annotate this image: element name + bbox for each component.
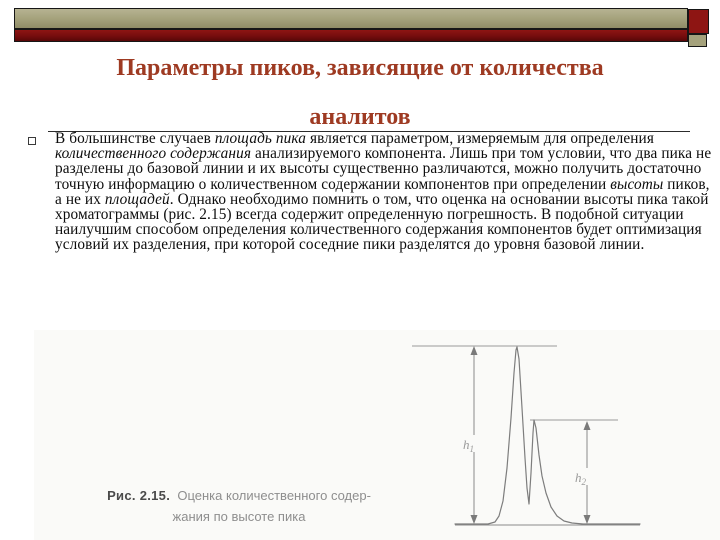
svg-text:h2: $h_2$ <box>575 470 586 487</box>
slide-title-line2: аналитов <box>309 104 411 130</box>
figure-caption-label: Рис. 2.15. <box>107 488 171 503</box>
header-bar-tan <box>14 8 688 29</box>
header-corner-square-maroon <box>688 9 709 34</box>
slide-title-line1: Параметры пиков, зависящие от количества <box>116 55 604 81</box>
figure-caption <box>78 485 400 527</box>
chromatogram-curve <box>455 347 640 524</box>
figure-caption-line2: жания по высоте пика <box>172 509 306 524</box>
h2-label <box>570 468 592 487</box>
bullet-square-icon <box>28 137 36 145</box>
body-paragraph: В большинстве случаев площадь пика является параметром, измеряемым для определения количественного содержания анализируемого компонента. Лишь при том условии, что два пика не разделены до базовой линии и их высоты существенно различаются, можно получить достаточно точную информацию о количественном содержании компонентов при определении высоты пиков, а не их площадей. Однако необходимо помнить о том, что оценка на основании высоты пика такой хроматограммы (рис. 2.15) всегда содержит определенную погрешность. В подобной ситуации наилучшим способом определения количественного содержания компонентов будет оптимизация условий их разделения, при которой соседние пики разделятся до уровня базовой линии. <box>55 130 712 254</box>
figure-scan-region <box>34 330 720 540</box>
chromatogram-figure <box>400 333 720 538</box>
header-bar-maroon <box>14 29 688 42</box>
slide-title <box>10 44 710 142</box>
figure-caption-line1 <box>78 485 400 506</box>
figure-caption-text1: Оценка количественного содер- <box>177 488 371 503</box>
h1-label <box>458 435 480 454</box>
svg-text:h1: $h_1$ <box>463 437 474 454</box>
